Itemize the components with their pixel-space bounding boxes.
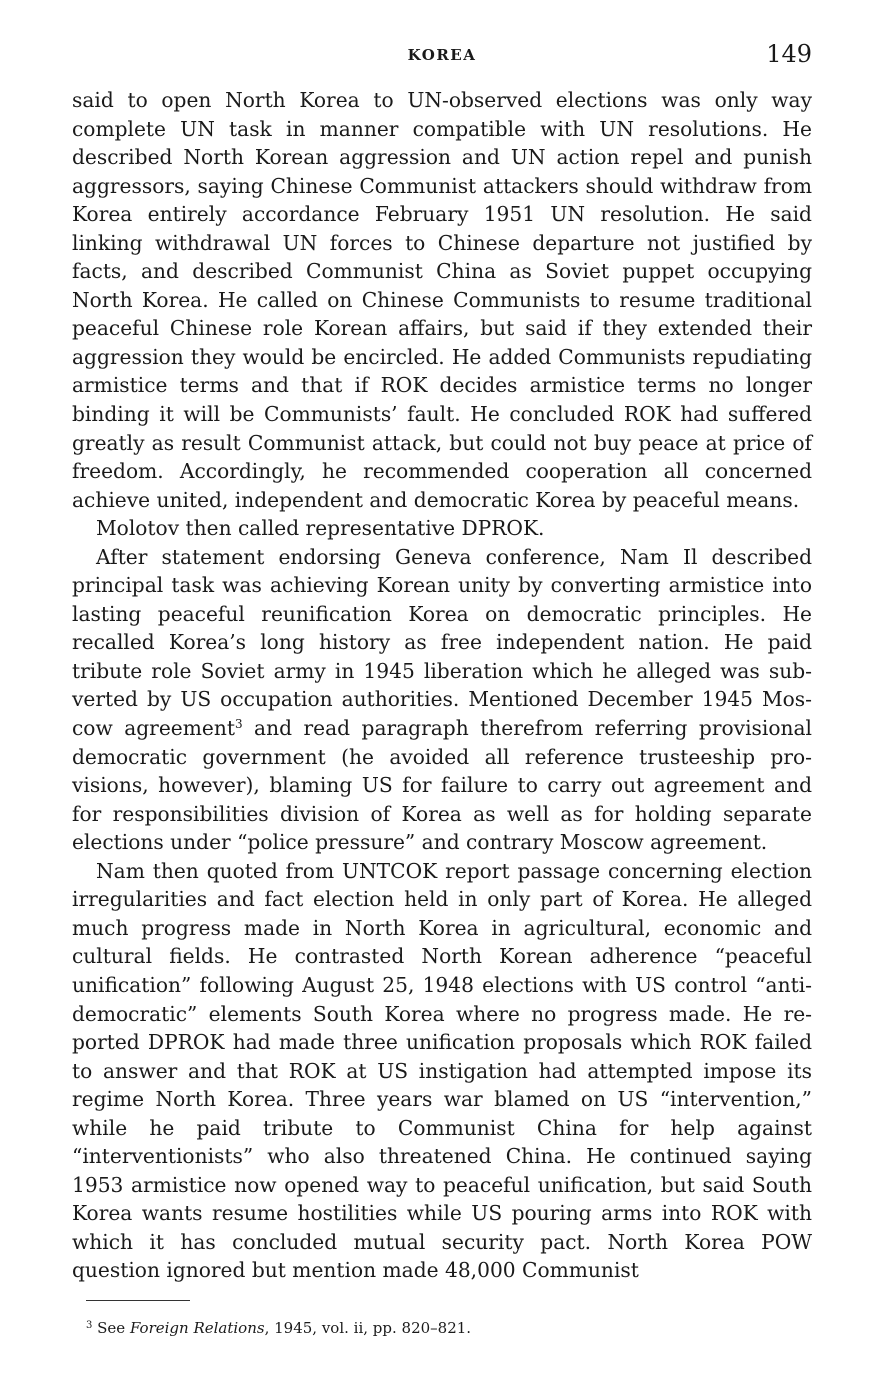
paragraph-3	[72, 543, 812, 857]
running-head	[72, 40, 812, 74]
footnote-prefix: See	[92, 1319, 130, 1337]
running-title: KOREA	[407, 46, 477, 64]
footnote-reference: 3	[234, 717, 243, 732]
footnote-marker: 3	[86, 1320, 93, 1331]
paragraph-3-text-b: and read paragraph therefrom referring provisional democratic government (he avoided all reference trusteeship provisions, however), blaming US for failure to carry out agreement and for responsibilities division of Korea as well as for holding separate elections under “police pressure” and contrary Moscow agreement.	[72, 716, 812, 855]
footnote-rule	[86, 1300, 190, 1301]
body-text	[72, 86, 812, 1285]
paragraph-3-text-a: After statement endorsing Geneva conference, Nam Il described principal task was achieving Korean unity by converting armistice into lasting peaceful reunification Korea on democratic principles. He recalled Korea’s long history as free independent nation. He paid tribute role Soviet army in 1945 liberation which he alleged was subverted by US occupation authorities. Mentioned December 1945 Moscow agreement	[72, 544, 812, 741]
paragraph-2: Molotov then called representative DPROK.	[96, 516, 545, 541]
paragraph-4: Nam then quoted from UNTCOK report passage concerning election irregularities and fact election held in only part of Korea. He alleged much progress made in North Korea in agricultural, economic and cultural fields. He contrasted North Korean adherence “peaceful unification” following August 25, 1948 elections with US control “antidemocratic” elements South Korea where no progress made. He reported DPROK had made three unification proposals which ROK failed to answer and that ROK at US instigation had attempted impose its regime North Korea. Three years war blamed on US “intervention,” while he paid tribute to Communist China for help against “interventionists” who also threatened China. He continued saying 1953 armistice now opened way to peaceful unification, but said South Korea wants resume hostilities while US pouring arms into ROK with which it has concluded mutual security pact. North Korea POW question ignored but mention made 48,000 Communist	[72, 858, 812, 1283]
footnote	[86, 1318, 806, 1338]
page-number: 149	[766, 40, 812, 68]
footnote-source-title: Foreign Relations	[129, 1319, 265, 1337]
footnote-suffix: , 1945, vol. ii, pp. 820–821.	[264, 1319, 472, 1337]
paragraph-1: said to open North Korea to UN-observed elections was only way complete UN task in manner compatible with UN resolutions. He described North Korean aggression and UN action repel and punish aggressors, saying Chinese Communist attackers should withdraw from Korea entirely accordance February 1951 UN resolution. He said linking withdrawal UN forces to Chinese departure not justified by facts, and described Communist China as Soviet puppet occupying North Korea. He called on Chinese Communists to resume traditional peaceful Chinese role Korean affairs, but said if they extended their aggression they would be encircled. He added Communists repudiating armistice terms and that if ROK decides armistice terms no longer binding it will be Communists’ fault. He concluded ROK had suffered greatly as result Communist attack, but could not buy peace at price of freedom. Accordingly, he recommended cooperation all concerned achieve united, independent and democratic Korea by peaceful means.	[72, 88, 812, 512]
